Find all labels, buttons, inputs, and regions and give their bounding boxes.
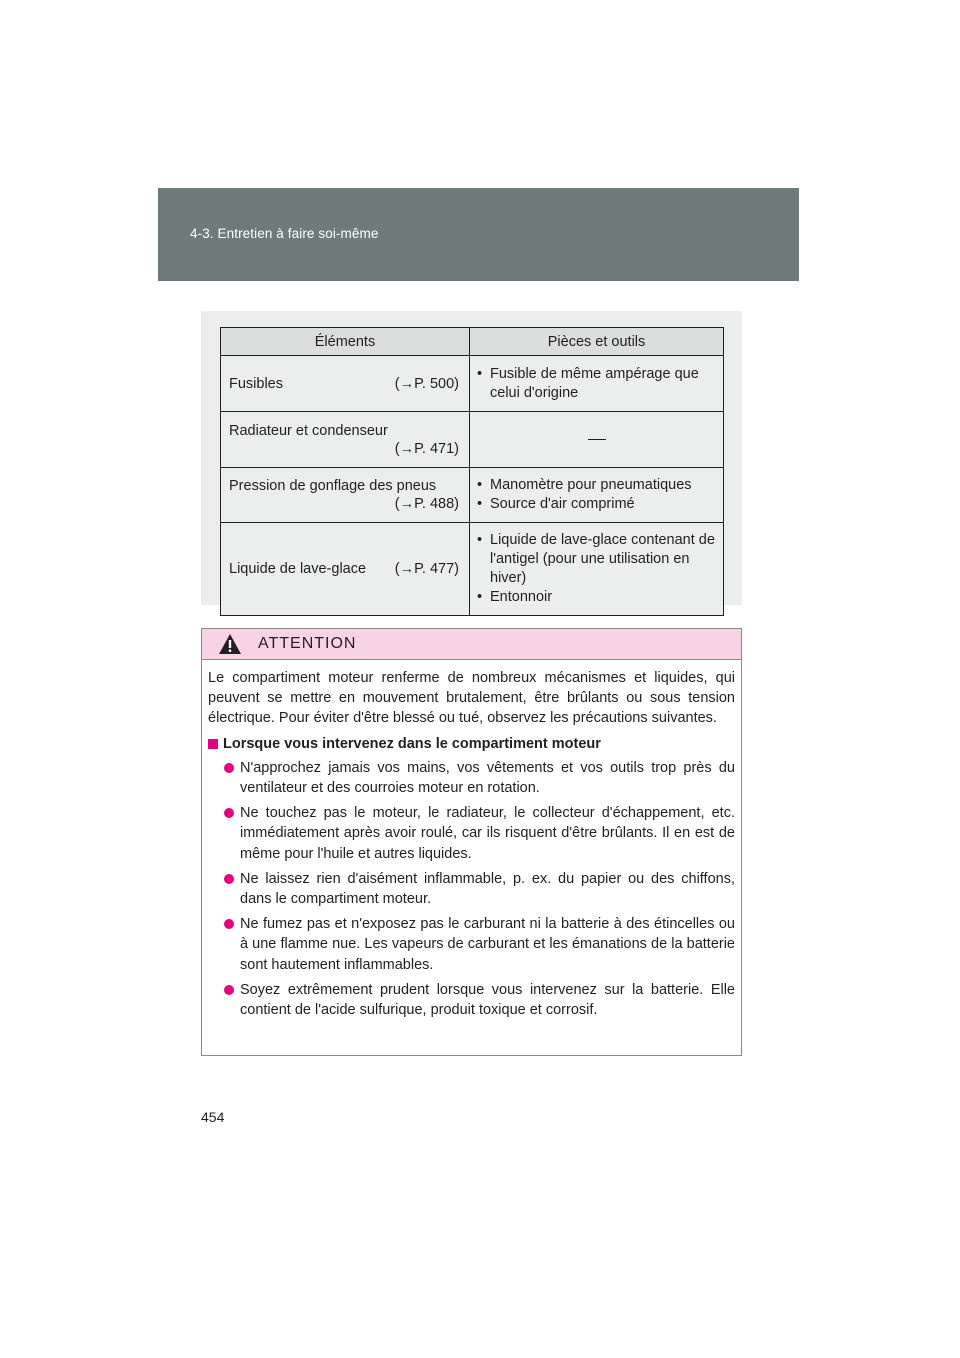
precaution-text: Ne fumez pas et n'exposez pas le carburant ni la batterie à des étincelles ou à une flamme nue. Les vapeurs de carburant et les émanations de la batterie sont hautement inflammables. — [240, 916, 735, 973]
precaution-item — [208, 869, 735, 909]
round-bullet-icon — [224, 985, 234, 995]
square-bullet-icon — [208, 739, 218, 749]
page-number: 454 — [201, 1109, 225, 1125]
subheading-text: Lorsque vous intervenez dans le compartiment moteur — [223, 735, 601, 752]
parts-table — [220, 327, 724, 616]
column-header-items: Éléments — [221, 328, 470, 356]
table-header-row — [221, 328, 724, 356]
warning-triangle-icon — [218, 633, 242, 655]
parts-table-panel — [201, 311, 742, 605]
empty-dash — [588, 439, 606, 440]
item-cell — [221, 523, 470, 616]
tool-item: • Entonnoir — [477, 588, 717, 607]
precaution-text: Ne touchez pas le moteur, le radiateur, le collecteur d'échappement, etc. immédiatement après avoir roulé, car ils risquent d'être brûlants. Il en est de même pour l'huile et autres liquides. — [240, 805, 735, 862]
precaution-text: N'approchez jamais vos mains, vos vêtements et vos outils trop près du ventilateur et des courroies moteur en rotation. — [240, 759, 735, 797]
precaution-text: Soyez extrêmement prudent lorsque vous intervenez sur la batterie. Elle contient de l'acide sulfurique, produit toxique et corrosif. — [240, 981, 735, 1019]
table-row — [221, 356, 724, 412]
round-bullet-icon — [224, 919, 234, 929]
tools-cell — [470, 412, 724, 468]
item-cell — [221, 356, 470, 412]
attention-subheading — [208, 734, 735, 754]
page-reference: (→P. 500) — [394, 375, 459, 392]
tool-item: • Source d'air comprimé — [477, 495, 717, 514]
section-header-band — [158, 188, 799, 281]
table-row — [221, 523, 724, 616]
attention-box — [201, 628, 742, 1056]
round-bullet-icon — [224, 874, 234, 884]
item-name: Radiateur et condenseur — [229, 422, 388, 439]
tools-cell — [470, 356, 724, 412]
item-cell — [221, 468, 470, 523]
precaution-item — [208, 914, 735, 975]
item-name: Pression de gonflage des pneus — [229, 478, 437, 494]
attention-title: ATTENTION — [258, 635, 357, 652]
precaution-item — [208, 758, 735, 798]
tools-cell — [470, 468, 724, 523]
column-header-tools: Pièces et outils — [470, 328, 724, 356]
item-cell — [221, 412, 470, 468]
page-reference: (→P. 488) — [394, 496, 459, 512]
attention-body — [202, 660, 741, 1020]
round-bullet-icon — [224, 763, 234, 773]
item-name: Liquide de lave-glace — [229, 561, 367, 577]
page-reference: (→P. 471) — [394, 440, 459, 457]
page-reference: (→P. 477) — [394, 561, 459, 577]
precaution-item — [208, 980, 735, 1020]
round-bullet-icon — [224, 808, 234, 818]
section-title: 4-3. Entretien à faire soi-même — [190, 226, 379, 241]
precaution-text: Ne laissez rien d'aisément inflammable, p. ex. du papier ou des chiffons, dans le compartiment moteur. — [240, 870, 735, 908]
tool-item: • Manomètre pour pneumatiques — [477, 476, 717, 495]
table-row — [221, 412, 724, 468]
attention-intro: Le compartiment moteur renferme de nombreux mécanismes et liquides, qui peuvent se mettre en mouvement brutalement, être brûlants ou sous tension électrique. Pour éviter d'être blessé ou tué, observez les précautions suivantes. — [208, 670, 735, 727]
tool-item: • Liquide de lave-glace contenant de l'antigel (pour une utilisation en hiver) — [477, 531, 717, 588]
precaution-item — [208, 803, 735, 864]
tool-item: • Fusible de même ampérage que celui d'origine — [477, 365, 717, 403]
attention-header — [202, 629, 741, 660]
table-row — [221, 468, 724, 523]
item-name: Fusibles — [229, 375, 283, 392]
tools-cell — [470, 523, 724, 616]
